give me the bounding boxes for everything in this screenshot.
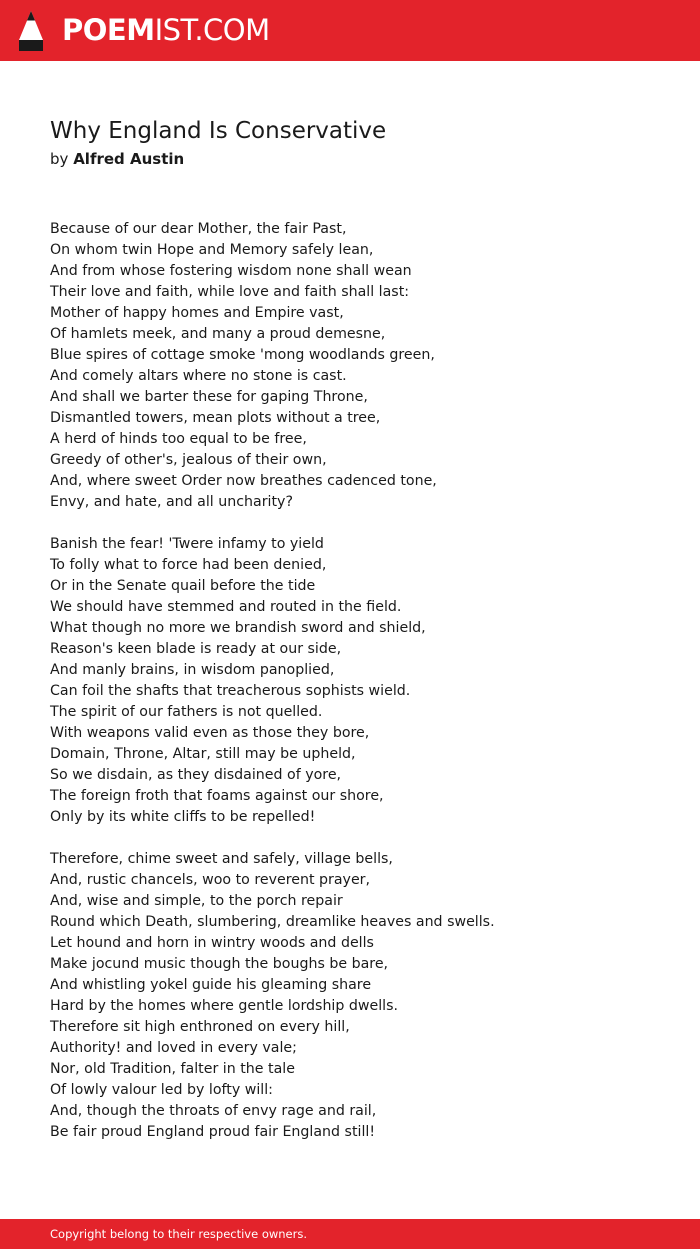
poem-title: Why England Is Conservative [50,118,387,144]
poem-line: Therefore sit high enthroned on every hill, [50,1019,350,1035]
poem-line: Hard by the homes where gentle lordship dwells. [50,998,399,1014]
poem-line: Of hamlets meek, and many a proud demesne, [50,326,386,342]
poem-line: Banish the fear! 'Twere infamy to yield [50,536,324,552]
site-logo[interactable] [62,12,270,48]
copyright-text: Copyright belong to their respective owners. [50,1227,308,1241]
poem-line: And, wise and simple, to the porch repair [50,893,343,909]
site-footer [0,1219,700,1249]
poem-line: On whom twin Hope and Memory safely lean, [50,242,374,258]
poem-line: Blue spires of cottage smoke 'mong woodlands green, [50,347,435,363]
poem-line: Reason's keen blade is ready at our side, [50,641,342,657]
poem-line: Round which Death, slumbering, dreamlike heaves and swells. [50,914,495,930]
by-label: by [50,150,69,168]
poem-line: With weapons valid even as those they bore, [50,725,370,741]
poem-line: Their love and faith, while love and faith shall last: [50,284,410,300]
poem-line: And, rustic chancels, woo to reverent prayer, [50,872,371,888]
poem-line: Dismantled towers, mean plots without a tree, [50,410,381,426]
poem-line: Or in the Senate quail before the tide [50,578,316,594]
poem-line: Nor, old Tradition, falter in the tale [50,1061,295,1077]
poem-line: Of lowly valour led by lofty will: [50,1082,273,1098]
logo-bold-text: POEM [62,13,155,47]
poem-line: Greedy of other's, jealous of their own, [50,452,327,468]
poem-line: A herd of hinds too equal to be free, [50,431,307,447]
poem-line: Therefore, chime sweet and safely, village bells, [50,851,393,867]
poem-line: And from whose fostering wisdom none shall wean [50,263,412,279]
poem-line: Mother of happy homes and Empire vast, [50,305,344,321]
byline [50,149,184,169]
poem-line: And, though the throats of envy rage and rail, [50,1103,377,1119]
poem-line: The spirit of our fathers is not quelled. [50,704,323,720]
poem-line: To folly what to force had been denied, [50,557,327,573]
poem-line: Authority! and loved in every vale; [50,1040,297,1056]
poem-line: And whistling yokel guide his gleaming share [50,977,372,993]
poem-body [50,219,670,1164]
poem-line: Make jocund music though the boughs be bare, [50,956,389,972]
poem-line: So we disdain, as they disdained of yore, [50,767,342,783]
author-name: Alfred Austin [73,150,185,168]
poem-line: And shall we barter these for gaping Throne, [50,389,368,405]
poem-line: And comely altars where no stone is cast. [50,368,347,384]
stanza-2 [50,534,670,828]
logo-light-text: IST.COM [154,13,270,47]
poem-line: Let hound and horn in wintry woods and dells [50,935,374,951]
poem-line: Be fair proud England proud fair England still! [50,1124,376,1140]
poem-line: We should have stemmed and routed in the field. [50,599,402,615]
site-header [0,0,700,61]
poem-line: Domain, Throne, Altar, still may be upheld, [50,746,356,762]
poem-line: Because of our dear Mother, the fair Past, [50,221,347,237]
poem-line: The foreign froth that foams against our shore, [50,788,384,804]
poem-line: And manly brains, in wisdom panoplied, [50,662,335,678]
stanza-3 [50,849,670,1143]
stanza-1 [50,219,670,513]
poem-line: What though no more we brandish sword and shield, [50,620,426,636]
pencil-tip-icon[interactable] [18,10,44,52]
poem-line: Only by its white cliffs to be repelled! [50,809,316,825]
poem-line: Envy, and hate, and all uncharity? [50,494,293,510]
poem-line: Can foil the shafts that treacherous sophists wield. [50,683,411,699]
poem-line: And, where sweet Order now breathes cadenced tone, [50,473,437,489]
